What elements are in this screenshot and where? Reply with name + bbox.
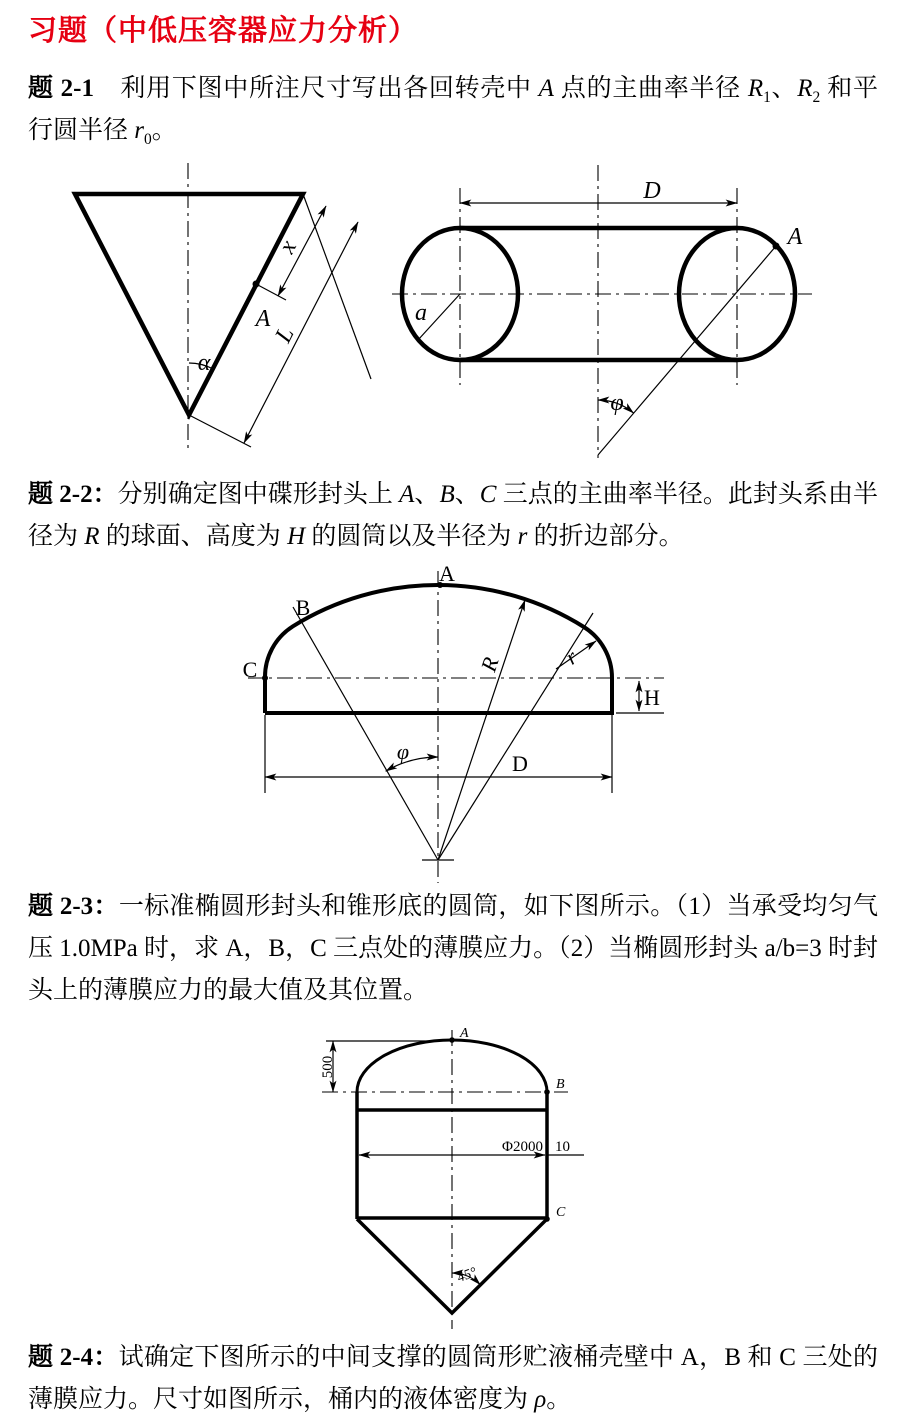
cone-shell-drawing <box>75 163 371 448</box>
dimension-l <box>244 222 358 443</box>
point-a-marker <box>449 1037 455 1043</box>
ray-to-b <box>293 607 438 860</box>
extension-line <box>256 284 286 300</box>
point-label-a: A <box>787 224 803 250</box>
point-label-c: C <box>242 657 258 682</box>
problem-2-2-text: 题 2-2：分别确定图中碟形封头上 A、B、C 三点的主曲率半径。此封头系由半径为 R 的球面、高度为 H 的圆筒以及半径为 r 的折边部分。 <box>28 481 878 550</box>
angle-label-45: 45° <box>455 1265 479 1286</box>
cone-outline <box>75 194 303 415</box>
extension-line <box>303 194 371 379</box>
point-label-a: A <box>460 1026 469 1041</box>
dim-label-500: 500 <box>320 1055 336 1079</box>
phi-angle-arc <box>386 757 438 771</box>
dim-label-phi2000: Φ2000 <box>502 1139 543 1155</box>
dim-label-d: D <box>643 178 661 204</box>
radius-r-arrow <box>438 600 525 860</box>
point-label-b: B <box>295 595 311 620</box>
toroid-shell-drawing <box>392 165 812 458</box>
dim-label-10: 10 <box>555 1139 570 1155</box>
point-c-marker <box>262 675 268 681</box>
point-b-marker <box>544 1089 550 1095</box>
radius-label-r-small: r <box>560 644 582 670</box>
problem-2-4-text: 题 2-4：试确定下图所示的中间支撑的圆筒形贮液桶壳壁中 A，B 和 C 三处的薄膜应力。尺寸如图所示，桶内的液体密度为 ρ。 <box>28 1344 879 1413</box>
dim-label-h: H <box>644 685 660 710</box>
radius-label-a: a <box>415 300 427 326</box>
phi-ray-line <box>598 246 776 455</box>
radius-label-r-big: R <box>475 653 504 675</box>
dim-label-x: x <box>273 236 303 258</box>
angle-label-alpha: α <box>197 350 211 376</box>
point-c-marker <box>544 1216 550 1222</box>
point-label-c: C <box>556 1205 566 1220</box>
figure-2-2 <box>0 565 906 887</box>
point-label-a: A <box>439 565 455 586</box>
page-title: 习题（中低压容器应力分析） <box>28 15 419 47</box>
figure-2-3 <box>0 1022 906 1335</box>
dim-label-d: D <box>512 751 528 776</box>
extension-line <box>189 415 251 447</box>
problem-2-3-text: 题 2-3：一标准椭圆形封头和锥形底的圆筒，如下图所示。（1）当承受均匀气压 1.0MPa 时，求 A，B，C 三点处的薄膜应力。（2）当椭圆形封头 a/b=3 时封头上的薄膜应力的最大值及其位置。 <box>28 893 878 1004</box>
problem-2-1-text: 题 2-1 利用下图中所注尺寸写出各回转壳中 A 点的主曲率半径 $R_1$、$R_2$ 和平行圆半径 $r_0$。 <box>28 75 878 148</box>
point-label-a: A <box>255 306 271 332</box>
dim-label-l: L <box>270 323 300 347</box>
angle-label-phi: φ <box>610 390 624 416</box>
point-label-b: B <box>556 1077 565 1092</box>
point-a-marker <box>773 243 780 250</box>
angle-label-phi: φ <box>396 739 410 764</box>
figure-2-1 <box>0 150 906 470</box>
